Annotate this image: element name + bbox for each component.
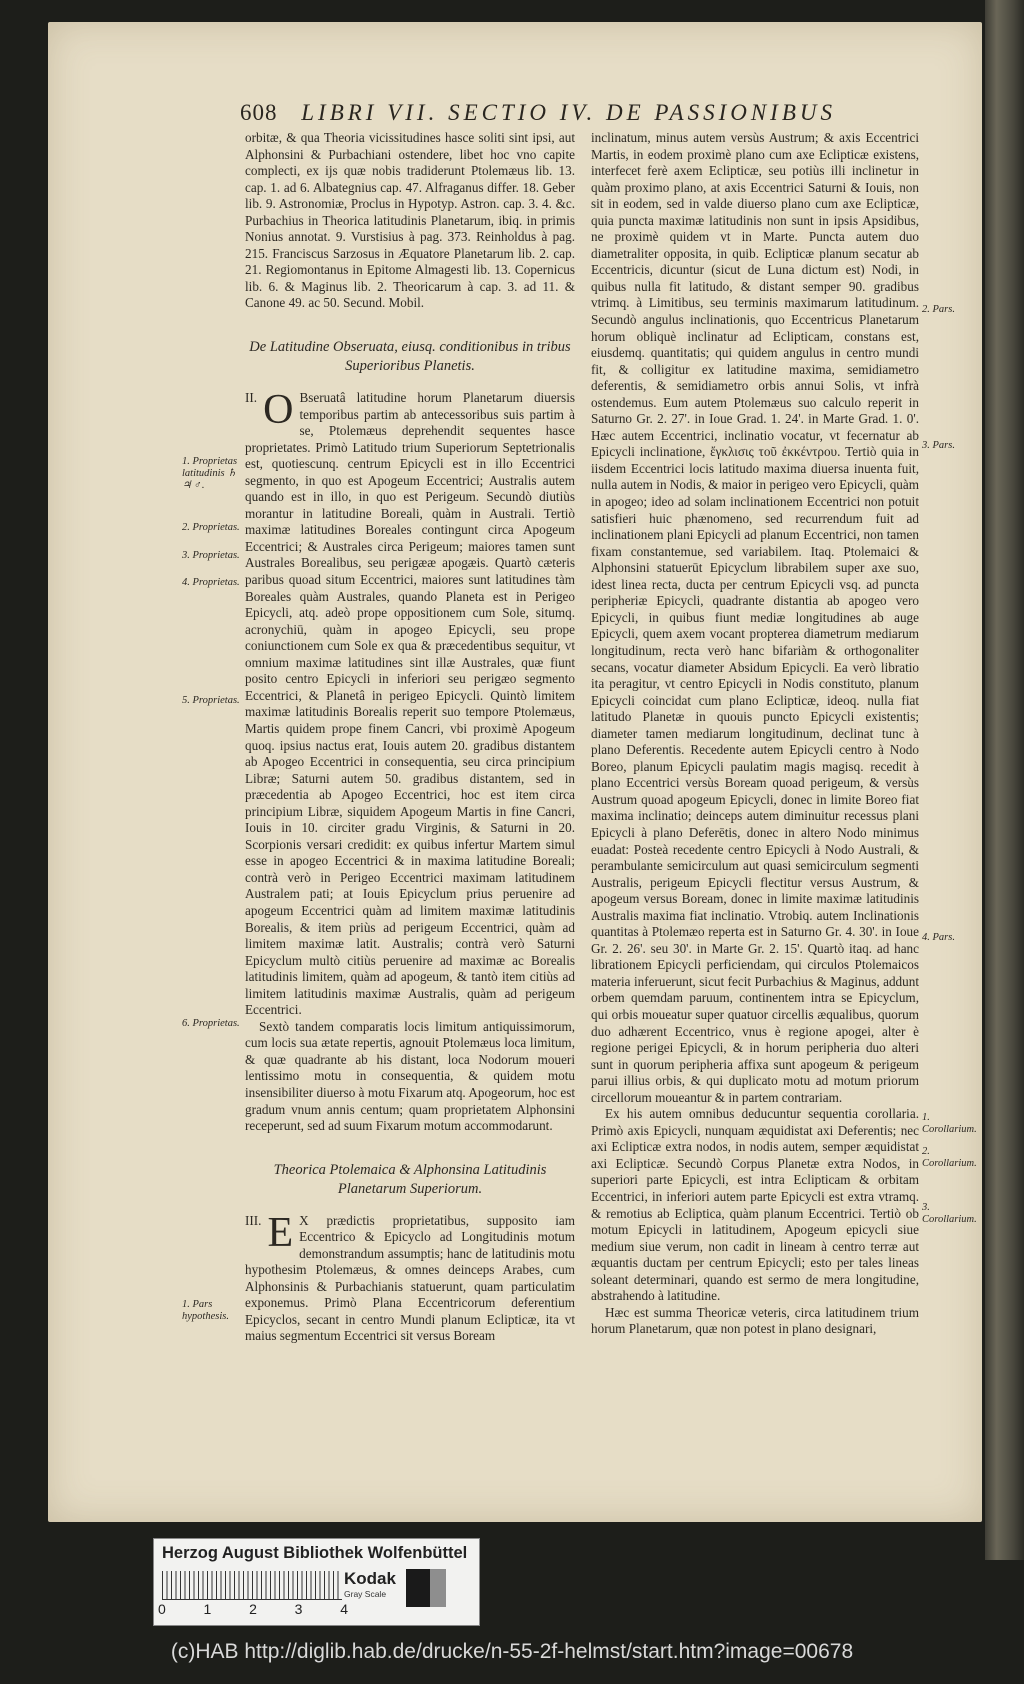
ruler-number: 0: [158, 1601, 166, 1617]
section-number-3: III.: [245, 1212, 262, 1228]
page-edge: [985, 0, 1024, 1560]
scale-ruler: [162, 1571, 342, 1600]
library-name: Herzog August Bibliothek Wolfenbüttel: [162, 1544, 468, 1562]
section-2-text: Bseruatâ latitudine horum Planetarum diuersis temporibus partim ab antecessoribus suis partim à se, Ptolemæus deprehendit sequentes hasce proprietates. Primò Latitudo trium Superiorum Septetrionalis est, quotiescunq. centrum Epicycli est in illo Eccentrici segmento, in quo est Apogeum Eccentrici; Australis autem quando est in illo, in quo est Perigeum. Secundò diutiùs morantur in latitudine Boreali, quàm in Australi. Tertiò maximæ latitudines Boreales contingunt circa Apogeum Eccentrici; & Australes circa Perigeum; maiores tamen sunt Australes Borealibus, seu perigææ apogæis. Quartò cæteris paribus quoad situm Eccentrici, maiores sunt latitudines tàm Boreales quàm Australes, quando Planeta est in Perigeo Epicycli, atq. adeò prope oppositionem cum Sole, situmq. acronychiū, quàm in apogeo Epicycli, seu prope coniunctionem cum Sole ex qua & præcedentibus sequitur, vt omnium maximæ latitudines sint illæ Australes, quæ fiunt posito centro Epicycli in inferiori seu perigæo segmento Eccentrici, & Planetâ in perigeo Epicycli. Quintò limitem maximæ latitudinis Borealis reperit suo tempore Ptolemæus, Martis quidem prope finem Cancri, vbi proximè Apogeum quoq. ipsius nactus erat, Iouis autem 20. gradibus distantem ab Apogeo Eccentrici in consequentia, seu circa principium Libræ; Saturni autem 50. gradibus distantem, sed in præcedentia ab Apogeo Eccentrici, hoc est item circa principium Libræ, siquidem Apogeum Martis in fine Cancri, Iouis in 10. circiter gradu Virginis, & Saturni in 20. Scorpionis versari credidit: ex quibus infertur Martem simul esse in apogeo Eccentrici & in maxima latitudine Boreali; contrà verò in Perigeo Eccentrici maximam latitudinem Australem pati; at Iouis Epicyclum prius peruenire ad apogeum Eccentrici quàm ad limitem maximæ latitudinis Borealis, & item priùs ad perigeum Eccentrici, quàm ad limitem maximæ latit. Australis; contrà verò Saturni Epicyclum multò citiùs peruenire ad maximæ ac Borealis latitudinis limitem, quàm ad apogeum, & tantò item citiùs ad limitem latitudinis maximæ Australis, quàm ad perigeum Eccentrici.: [245, 390, 575, 1018]
margin-note-pars-2: 2. Pars.: [922, 304, 955, 315]
margin-note-corollarium-2: 2. Corollarium.: [922, 1146, 977, 1169]
right-paragraph-2: Ex his autem omnibus deducuntur sequentia corollaria. Primò axis Epicycli, nunquam æquidistat axi Deferentis; nec axi Eclipticæ extra nodos, in nodis autem, semper æquidistat axi Eclipticæ. Secundò Corpus Planetæ extra Nodos, in superiori parte Epicycli, est intra Eclipticam & orbitam Eccentrici, in inferiori autem parte Epicycli est extra vtramq. & remotius ab Ecliptica, quàm planum Eccentrici. Tertiò ob motum Epicycli in latitudinem, Apogeum epicycli siue medium siue verum, non cadit in lineam à centro terræ aut æquantis ductam per centrum Epicycli; esto per tales lineas soleant determinari, quando est sermo de mera longitudine, abstrahendo à latitudine.: [591, 1106, 919, 1304]
section-heading-1: De Latitudine Obseruata, eiusq. conditionibus in tribus Superioribus Planetis.: [249, 339, 571, 375]
margin-note-corollarium-3: 3. Corollarium.: [922, 1202, 977, 1225]
margin-note-corollarium-1: 1. Corollarium.: [922, 1112, 977, 1135]
ruler-number: 1: [203, 1601, 212, 1617]
kodak-gray-scale: [344, 1569, 434, 1607]
margin-note-proprietas-1: 1. Proprietas latitudinis ♄ ♃ ♂.: [182, 456, 238, 491]
gray-scale-label: Gray Scale: [344, 1589, 387, 1599]
right-column: [591, 130, 919, 1338]
gray-swatch-mid: [430, 1569, 446, 1607]
section-2-paragraph: [245, 387, 575, 1019]
margin-note-pars-4: 4. Pars.: [922, 932, 955, 943]
running-title: LIBRI VII. SECTIO IV. DE PASSIONIBUS: [301, 100, 836, 125]
margin-note-proprietas-2: 2. Proprietas.: [182, 522, 240, 533]
left-column: [245, 130, 575, 1345]
section-2-sexto: Sextò tandem comparatis locis limitum antiquissimorum, cum locis sua ætate repertis, agnouit Ptolemæus loca limitum, & quæ quadrante ab his distant, loca Nodorum moueri lentissimo motu in consequentia, & quidem motu insensibiliter diuerso à motu Fixarum atq. Apogeorum, hoc est gradum vnum annis centum; quam proprietatem Alphonsini receperunt, sed ad suum Fixarum motum accommodarunt.: [245, 1018, 575, 1134]
margin-note-pars-3: 3. Pars.: [922, 440, 955, 451]
ruler-number: 4: [340, 1601, 348, 1617]
section-3-paragraph: [245, 1209, 575, 1345]
running-header: [240, 100, 860, 126]
margin-note-proprietas-6: 6. Proprietas.: [182, 1018, 240, 1029]
section-number-2: II.: [245, 390, 258, 406]
margin-note-proprietas-5: 5. Proprietas.: [182, 695, 240, 706]
kodak-logo: Kodak: [344, 1569, 396, 1588]
library-color-card: [153, 1538, 480, 1626]
drop-cap-e: E: [267, 1209, 294, 1256]
right-paragraph-3: Hæc est summa Theoricæ veteris, circa latitudinem trium horum Planetarum, quæ non potest in plano designari,: [591, 1304, 919, 1337]
margin-note-proprietas-4: 4. Proprietas.: [182, 577, 240, 588]
ruler-numbers: [158, 1601, 348, 1617]
margin-note-proprietas-3: 3. Proprietas.: [182, 550, 240, 561]
margin-note-pars-hypothesis: 1. Pars hypothesis.: [182, 1299, 229, 1322]
section-3-text: X prædictis proprietatibus, supposito iam Eccentrico & Epicyclo ad Longitudinis motum demonstrandum assumptis; hanc de latitudinis motu hypothesim Ptolemæus, & omnes deinceps Arabes, cum Alphonsinis & Purbachianis statuerunt, quam particulatim exponemus. Primò Plana Eccentricorum deferentium Epicyclos, secant in centro Mundi planum Eclipticæ, ita vt maius segmentum Eccentrici sit versus Boream: [245, 1212, 575, 1344]
footer-url: (c)HAB http://diglib.hab.de/drucke/n-55-2f-helmst/start.htm?image=00678: [170, 1640, 854, 1663]
intro-paragraph: orbitæ, & qua Theoria vicissitudines hasce soliti sint ipsi, aut Alphonsini & Purbachiani ostendere, libet hoc vno capite complecti, ex ijs quæ nobis tradiderunt Ptolemæus lib. 13. cap. 1. ad 6. Albategnius cap. 47. Alfraganus differ. 18. Geber lib. 9. Astronomiæ, Proclus in Hypotyp. Astron. cap. 3. 4. &c. Purbachius in Theorica latitudinis Planetarum, ibiq. in primis Nonius annotat. 9. Vurstisius à pag. 373. Reinholdus à pag. 215. Franciscus Sarzosus in Æquatore Planetarum lib. 2. cap. 21. Regiomontanus in Epitome Almagesti lib. 13. Copernicus lib. 6. & Maginus lib. 2. Theoricarum à cap. 3. ad 11. & Canone 49. ac 50. Secund. Mobil.: [245, 130, 575, 311]
page-number: 608: [240, 100, 278, 125]
gray-swatch-dark: [406, 1569, 430, 1607]
right-paragraph-1: inclinatum, minus autem versùs Austrum; & axis Eccentrici Martis, in eodem proximè plano cum axe Eclipticæ existens, interfecet ferè axem Eclipticæ, seu potiùs illi inclinetur in quàm proximo plano, at axis Eccentrici Saturni & Iouis, non sit in eodem, sed in valde diuerso plano cum axe Eclipticæ, quia puncta maximæ latitudinis non sunt in ipsis Apsidibus, ne proximè quidem vt in Marte. Puncta autem duo diametraliter opposita, in quib. Eclipticæ planum secatur ab Eccentricis, dicuntur (sicut de Luna dictum est) Nodi, in quibus nulla fit latitudo, & distant semper 90. gradibus vtrimq. à Limitibus, seu terminis maximarum latitudinum. Secundò angulus inclinationis, quo Eccentricus Planetarum horum obliquè inclinatur ad Eclipticam, constans est, eiusdemq. quantitatis; qui quidem angulus in centro mundi fit, & colligitur ex latitudine maxima, semidiametro deferentis, & semidiametro orbis annui Solis, vt infrà ostendemus. Eum autem Ptolemæus suo calculo reperit in Saturno Gr. 2. 27'. in Ioue Grad. 1. 24'. in Marte Grad. 1. 0'. Hæc autem Eccentrici, inclinatio vocatur, vt fecernatur ab Epicycli inclinatione, ἔγκλισις τοῦ ἐκκέντρου. Tertiò quia in iisdem Eccentrici locis latitudo maxima diuersa inuenta fuit, nulla autem in Nodis, & maior in perigeo vero Epicycli, quàm in apogeo; ideo ad solam inclinationem Eccentrici non potuit satisfieri huic phænomeno, sed recurrendum fuit ad inclinationem plani Epicycli ad planum Eccentrici, non tamen fixam constantemue, sed variabilem. Itaq. Ptolemaici & Alphonsini statuerūt Epicyclum librabilem super axe suo, idest linea recta, ducta per centrum Epicycli vsq. ad puncta peripheriæ Epicycli, quadrante distantia ab apogeo vero Epicycli, in quibus fiunt mediæ longitudines ab auge Epicycli, quem axem vocant propterea diametrum mediarum longitudinum, recta verò hanc bifariàm & orthogonaliter secans, vocatur diameter Absidum Epicycli. Ea verò libratio ita peragitur, vt centro Epicycli in Nodis constituto, planum Epicycli coincidat cum plano Eclipticæ, ideoq. nulla fiat latitudo Planetæ in quouis puncto Epicycli existentis; diameter tamen mediarum longitudinum, declinat tunc à plano Deferentis. Recedente autem Epicycli centro à Nodo Boreo, planum Epicycli paulatim magis magisq. recedit à plano Eccentrici versùs Boream quoad perigeum, & versùs Austrum quoad apogeum Epicycli, donec in limite Boreo fiat maxima inclinatio; deinceps autem diminuitur recessus plani Epicycli à plano Deferētis, donec in altero Nodo minimus euadat: Posteà recedente centro Epicycli à Nodo Australi, & perambulante semicirculum aut quasi semicirculum segmenti Australis, perigeum Epicycli flectitur versus Austrum, & apogeum versus Boream, donec in limite maximæ latitudinis Australis maxima fiat inclinatio. Vtrobiq. autem Inclinationis quantitas à Ptolemæo reperta est in Saturno Gr. 4. 30'. in Ioue Gr. 2. 26'. seu 30'. in Marte Gr. 2. 15'. Quartò itaq. ad hanc librationem Epicycli perficiendam, qui circulos Ptolemaicos materia inferuerunt, sicut fecit Purbachius & Maginus, addunt orbem quemdam paruum, continentem intra se Epicyclum, qui orbis moueatur super quatuor circellis æqualibus, quorum duo adhærent Eccentrico, vnus è regione apogei, alter è regione perigei Epicycli, & in horum peripheria duo alteri sunt in quorum peripheria affixa sunt apogeum & perigeum parui illius orbis, & qui duplicato motu ad motum priorum circellorum moueantur & in partem contrariam.: [591, 130, 919, 1105]
ruler-number: 2: [249, 1601, 257, 1617]
drop-cap-o: O: [263, 387, 294, 434]
ruler-number: 3: [294, 1601, 303, 1617]
section-heading-2: Theorica Ptolemaica & Alphonsina Latitudinis Planetarum Superiorum.: [273, 1161, 547, 1197]
